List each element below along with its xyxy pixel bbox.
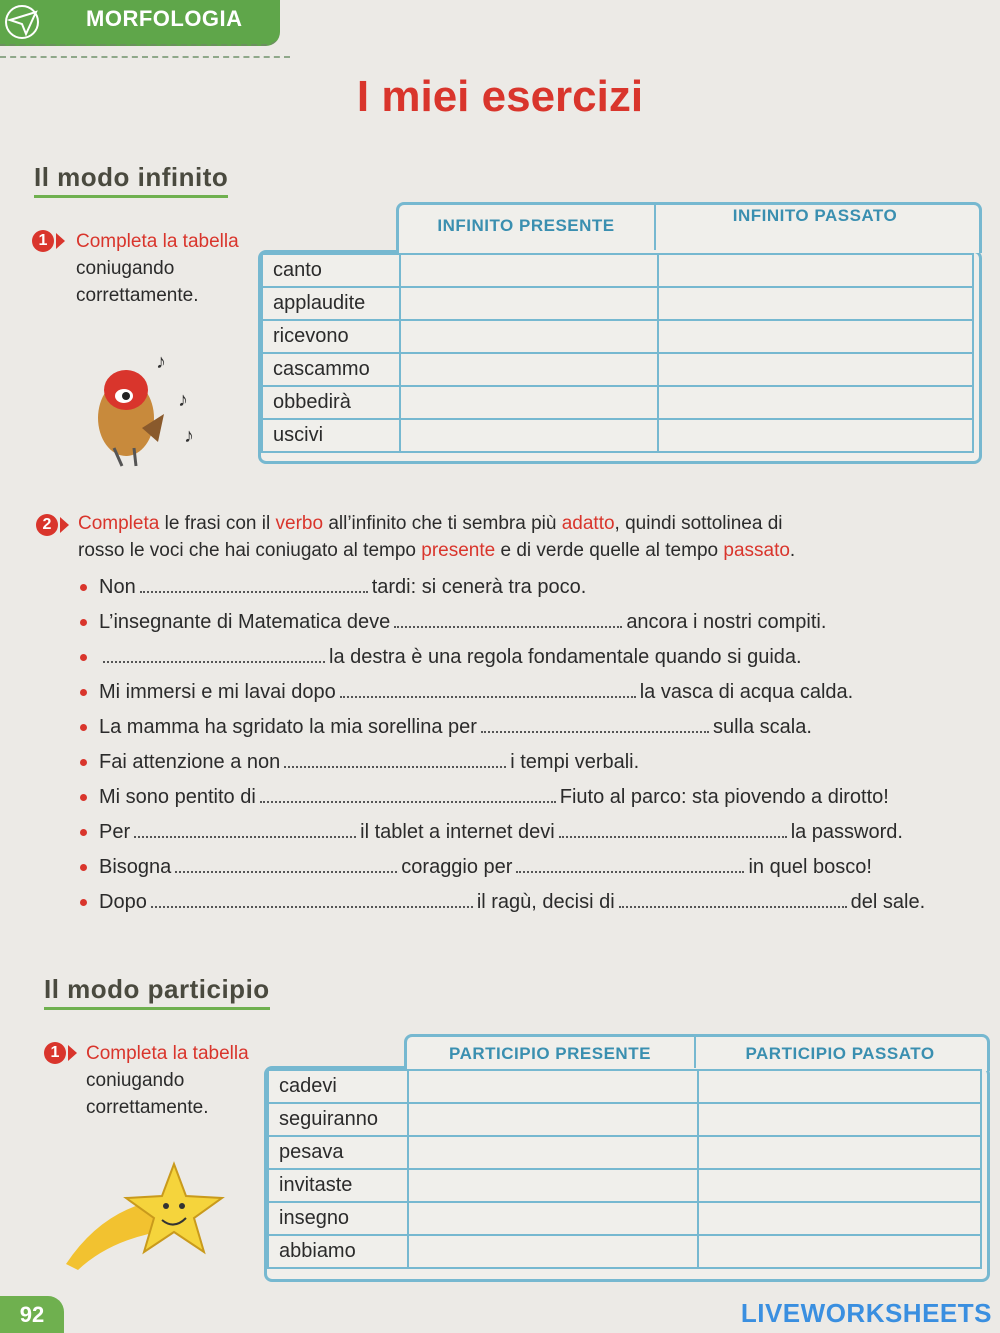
sentence-text: tardi: si cenerà tra poco. [371, 576, 587, 598]
answer-cell-presente[interactable] [400, 386, 658, 419]
sentence-text: in quel bosco! [748, 856, 872, 878]
instr-word: verbo [275, 513, 324, 534]
answer-cell-presente[interactable] [408, 1136, 698, 1169]
answer-cell-passato[interactable] [698, 1070, 981, 1103]
answer-cell-presente[interactable] [400, 353, 658, 386]
col-infinito-passato: INFINITO PASSATO [732, 206, 898, 225]
badge-arrow [68, 1045, 77, 1061]
page-number: 92 [0, 1296, 64, 1333]
table-row [262, 287, 973, 320]
sentence-text: la vasca di acqua calda. [639, 681, 854, 703]
instruction-rest: coniugando correttamente. [76, 258, 199, 306]
table-row [262, 386, 973, 419]
list-item [80, 751, 639, 774]
answer-cell-passato[interactable] [698, 1169, 981, 1202]
table-row [268, 1103, 981, 1136]
list-item [80, 681, 853, 704]
table-row [268, 1202, 981, 1235]
instr-text: . [789, 540, 796, 561]
sentence-text: ancora i nostri compiti. [626, 611, 827, 633]
badge-arrow [60, 517, 69, 533]
sentence-text: Mi sono pentito di [99, 786, 256, 808]
divider [0, 56, 290, 58]
exercise-2-instruction [78, 510, 978, 564]
svg-text:♪: ♪ [156, 351, 166, 373]
verb-cell: pesava [268, 1136, 408, 1169]
list-item [80, 856, 872, 879]
paper-plane-icon [4, 4, 42, 40]
header-divider [654, 202, 656, 250]
infinito-table [261, 253, 974, 453]
sentence-text: sulla scala. [712, 716, 812, 738]
verb-cell: ricevono [262, 320, 400, 353]
sentence-text: il ragù, decisi di [476, 891, 615, 913]
section-tab-label: MORFOLOGIA [86, 6, 243, 31]
instr-word: presente [421, 540, 496, 561]
sentence-text: coraggio per [401, 856, 513, 878]
answer-cell-passato[interactable] [658, 287, 973, 320]
section-title-participio: Il modo participio [44, 974, 270, 1010]
instr-text: e di verde quelle al tempo [500, 540, 719, 561]
instr-text: , quindi sottolinea di [614, 513, 783, 534]
answer-cell-passato[interactable] [658, 419, 973, 452]
instr-word: passato [723, 540, 790, 561]
answer-cell-presente[interactable] [408, 1202, 698, 1235]
instr-word: adatto [561, 513, 615, 534]
answer-cell-presente[interactable] [408, 1235, 698, 1268]
blank[interactable] [103, 660, 325, 663]
table-row [262, 254, 973, 287]
sentence-text: Fiuto al parco: sta piovendo a dirotto! [559, 786, 889, 808]
list-item [80, 786, 889, 809]
star-illustration [62, 1160, 228, 1272]
table-row [268, 1136, 981, 1169]
sentence-text: Fai attenzione a non [99, 751, 281, 773]
sentence-text: L’insegnante di Matematica deve [99, 611, 391, 633]
table-row [262, 320, 973, 353]
verb-cell: seguiranno [268, 1103, 408, 1136]
header-divider [694, 1034, 696, 1068]
sentence-text: i tempi verbali. [510, 751, 640, 773]
answer-cell-passato[interactable] [658, 320, 973, 353]
instruction-highlight: Completa la tabella [76, 231, 239, 252]
col-participio-presente: PARTICIPIO PRESENTE [449, 1044, 651, 1063]
instr-word: Completa [78, 513, 160, 534]
blank[interactable] [284, 765, 506, 768]
answer-cell-passato[interactable] [698, 1235, 981, 1268]
list-item [80, 576, 586, 599]
exercise-number-badge: 2 [36, 514, 58, 536]
list-item [80, 821, 903, 844]
answer-cell-presente[interactable] [408, 1169, 698, 1202]
table-row [268, 1235, 981, 1268]
table-row [262, 353, 973, 386]
table-row [268, 1169, 981, 1202]
verb-cell: abbiamo [268, 1235, 408, 1268]
instruction-highlight: Completa la tabella [86, 1043, 249, 1064]
answer-cell-passato[interactable] [658, 353, 973, 386]
sentence-text: il tablet a internet devi [360, 821, 555, 843]
sentence-list [80, 576, 990, 916]
blank[interactable] [619, 905, 847, 908]
verb-cell: applaudite [262, 287, 400, 320]
badge-arrow [56, 233, 65, 249]
answer-cell-presente[interactable] [400, 320, 658, 353]
blank[interactable] [481, 730, 709, 733]
answer-cell-passato[interactable] [698, 1103, 981, 1136]
answer-cell-passato[interactable] [698, 1202, 981, 1235]
sentence-text: la destra è una regola fondamentale quando si guida. [329, 646, 802, 668]
answer-cell-presente[interactable] [400, 254, 658, 287]
col-participio-passato: PARTICIPIO PASSATO [745, 1044, 935, 1063]
table-row [268, 1070, 981, 1103]
answer-cell-passato[interactable] [698, 1136, 981, 1169]
sentence-text: Bisogna [99, 856, 172, 878]
verb-cell: insegno [268, 1202, 408, 1235]
verb-cell: canto [262, 254, 400, 287]
exercise-number-badge: 1 [44, 1042, 66, 1064]
bird-illustration [86, 348, 206, 472]
answer-cell-passato[interactable] [658, 386, 973, 419]
list-item [80, 611, 826, 634]
sentence-text: Per [99, 821, 131, 843]
sentence-text: Dopo [99, 891, 147, 913]
svg-text:♪: ♪ [184, 425, 194, 447]
blank[interactable] [175, 870, 397, 873]
page-title: I miei esercizi [356, 72, 644, 121]
verb-cell: invitaste [268, 1169, 408, 1202]
exercise-instruction [76, 228, 256, 309]
blank[interactable] [559, 835, 787, 838]
instr-text: le frasi con il [164, 513, 271, 534]
watermark: LIVEWORKSHEETS [740, 1298, 992, 1328]
answer-cell-presente[interactable] [400, 287, 658, 320]
answer-cell-presente[interactable] [408, 1070, 698, 1103]
blank[interactable] [140, 590, 368, 593]
list-item [80, 646, 802, 669]
verb-cell: cascammo [262, 353, 400, 386]
table-row [262, 419, 973, 452]
instr-text: rosso le voci che hai coniugato al tempo [78, 540, 416, 561]
sentence-text: Mi immersi e mi lavai dopo [99, 681, 336, 703]
section-title-infinito: Il modo infinito [34, 162, 228, 198]
blank[interactable] [516, 870, 744, 873]
participio-table [267, 1069, 982, 1269]
instruction-rest: coniugando correttamente. [86, 1070, 209, 1118]
verb-cell: obbedirà [262, 386, 400, 419]
sentence-text: la password. [790, 821, 903, 843]
blank[interactable] [340, 695, 636, 698]
blank[interactable] [134, 835, 356, 838]
answer-cell-presente[interactable] [408, 1103, 698, 1136]
exercise-instruction [86, 1040, 266, 1121]
blank[interactable] [260, 800, 556, 803]
exercise-number-badge: 1 [32, 230, 54, 252]
col-infinito-presente: INFINITO PRESENTE [437, 216, 615, 235]
list-item [80, 891, 925, 914]
svg-text:♪: ♪ [178, 389, 188, 411]
answer-cell-passato[interactable] [658, 254, 973, 287]
sentence-text: Non [99, 576, 136, 598]
blank[interactable] [151, 905, 473, 908]
sentence-text: La mamma ha sgridato la mia sorellina per [99, 716, 477, 738]
verb-cell: uscivi [262, 419, 400, 452]
blank[interactable] [394, 625, 622, 628]
list-item [80, 716, 812, 739]
instr-text: all’infinito che ti sembra più [328, 513, 557, 534]
sentence-text: del sale. [850, 891, 926, 913]
answer-cell-presente[interactable] [400, 419, 658, 452]
verb-cell: cadevi [268, 1070, 408, 1103]
